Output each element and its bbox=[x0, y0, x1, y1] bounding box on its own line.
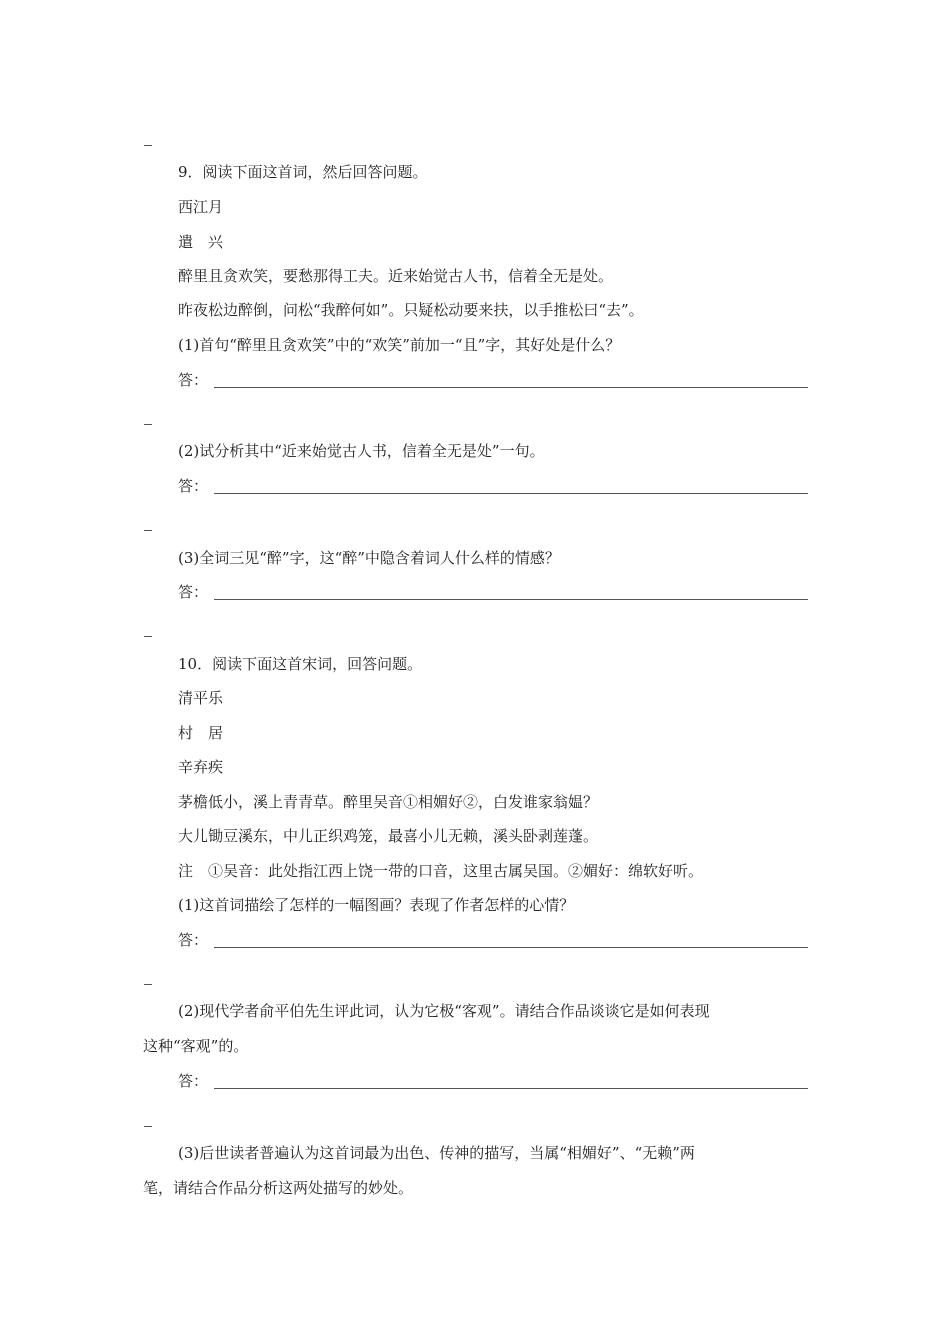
answer-label: 答： bbox=[178, 931, 209, 949]
answer-line bbox=[214, 1088, 808, 1089]
q10-sub3-line2: 笔，请结合作品分析这两处描写的妙处。 bbox=[143, 1179, 414, 1197]
q9-poem-line2: 昨夜松边醉倒，问松“我醉何如”。只疑松动要来扶，以手推松曰“去”。 bbox=[178, 301, 644, 319]
q9-sub3: (3)全词三见“醉”字，这“醉”中隐含着词人什么样的情感？ bbox=[178, 549, 560, 567]
q9-sub1-answer-field[interactable] bbox=[178, 370, 808, 390]
q10-sub2-line2: 这种“客观”的。 bbox=[143, 1037, 249, 1055]
answer-line bbox=[214, 493, 808, 494]
answer-label: 答： bbox=[178, 1072, 209, 1090]
q10-heading: 10．阅读下面这首宋词，回答问题。 bbox=[178, 655, 423, 673]
q10-sub1: (1)这首词描绘了怎样的一幅图画？表现了作者怎样的心情？ bbox=[178, 896, 575, 914]
q9-sub2: (2)试分析其中“近来始觉古人书，信着全无是处”一句。 bbox=[178, 442, 545, 460]
q10-sub1-answer-field[interactable] bbox=[178, 930, 808, 950]
answer-line bbox=[214, 387, 808, 388]
q10-sub2-answer-field[interactable] bbox=[178, 1071, 808, 1091]
q9-sub3-answer-field[interactable] bbox=[178, 582, 808, 602]
separator-mark bbox=[144, 530, 152, 531]
q10-note: 注 ①吴音：此处指江西上饶一带的口音，这里古属吴国。②媚好：绵软好听。 bbox=[178, 862, 704, 880]
q10-author: 辛弃疾 bbox=[178, 758, 224, 776]
answer-label: 答： bbox=[178, 371, 209, 389]
q10-sub2-line1: (2)现代学者俞平伯先生评此词，认为它极“客观”。请结合作品谈谈它是如何表现 bbox=[178, 1002, 710, 1020]
q9-sub1: (1)首句“醉里且贪欢笑”中的“欢笑”前加一“且”字，其好处是什么？ bbox=[178, 336, 621, 354]
answer-label: 答： bbox=[178, 477, 209, 495]
separator-mark bbox=[144, 145, 152, 146]
q9-poem-title: 西江月 bbox=[178, 198, 224, 216]
answer-line bbox=[214, 599, 808, 600]
q10-poem-line2: 大儿锄豆溪东，中儿正织鸡笼，最喜小儿无赖，溪头卧剥莲蓬。 bbox=[178, 827, 599, 845]
separator-mark bbox=[144, 1126, 152, 1127]
q10-poem-line1: 茅檐低小，溪上青青草。醉里吴音①相媚好②，白发谁家翁媪？ bbox=[178, 793, 599, 811]
separator-mark bbox=[144, 984, 152, 985]
q9-poem-line1: 醉里且贪欢笑，要愁那得工夫。近来始觉古人书，信着全无是处。 bbox=[178, 267, 614, 285]
separator-mark bbox=[144, 424, 152, 425]
q9-poem-subtitle: 遣 兴 bbox=[178, 233, 224, 251]
answer-line bbox=[214, 947, 808, 948]
separator-mark bbox=[144, 636, 152, 637]
q9-sub2-answer-field[interactable] bbox=[178, 476, 808, 496]
answer-label: 答： bbox=[178, 583, 209, 601]
q10-poem-subtitle: 村 居 bbox=[178, 724, 224, 742]
q10-sub3-line1: (3)后世读者普遍认为这首词最为出色、传神的描写，当属“相媚好”、“无赖”两 bbox=[178, 1144, 695, 1162]
q9-heading: 9．阅读下面这首词，然后回答问题。 bbox=[178, 163, 428, 181]
q10-poem-title: 清平乐 bbox=[178, 689, 224, 707]
